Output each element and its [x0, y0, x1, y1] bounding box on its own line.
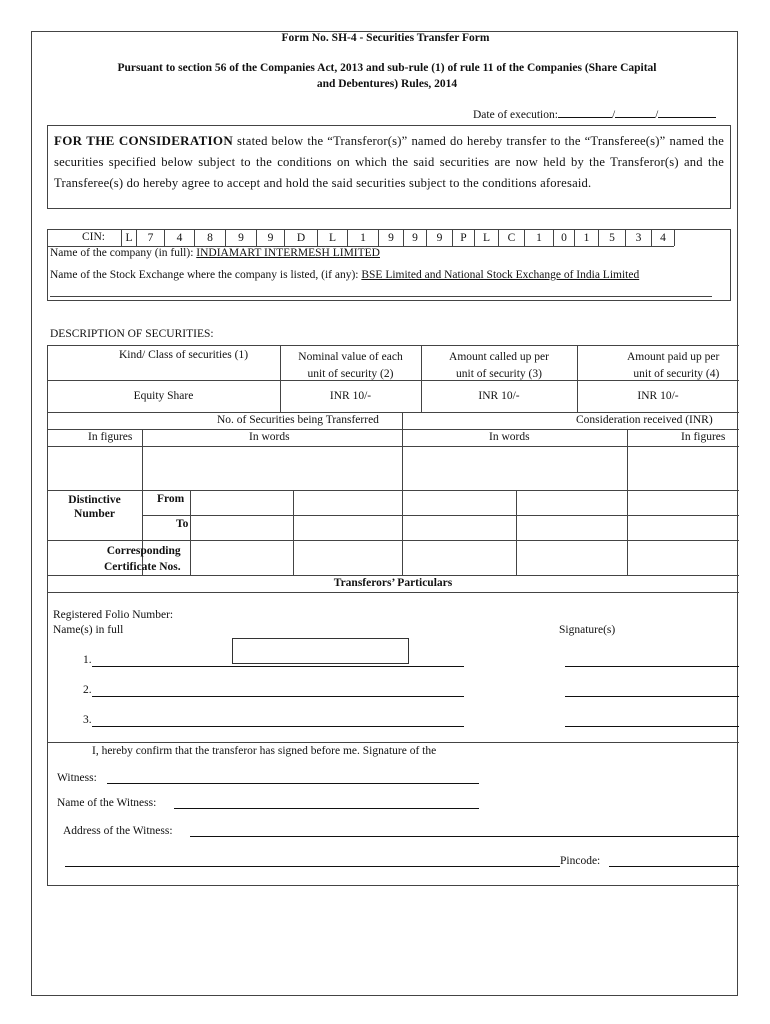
in-words-label-2: In words	[489, 431, 530, 443]
table-line	[47, 592, 739, 593]
cin-char-cell: 7	[136, 230, 164, 246]
cin-char-cell: 3	[625, 230, 651, 246]
date-year-field[interactable]	[658, 107, 716, 118]
cin-char-cell: C	[498, 230, 524, 246]
num-transferred-label: No. of Securities being Transferred	[217, 414, 379, 426]
consideration-received-label: Consideration received (INR)	[576, 414, 713, 426]
in-figures-label: In figures	[88, 431, 133, 443]
stock-exchange-value[interactable]: BSE Limited and National Stock Exchange of India Limited	[361, 269, 640, 281]
cin-char-cell: 5	[598, 230, 625, 246]
cin-label: CIN:	[82, 231, 105, 243]
cin-char-cell: 1	[524, 230, 553, 246]
certificate-nos-label: Certificate Nos.	[104, 561, 181, 573]
signatures-label: Signature(s)	[559, 624, 616, 636]
cin-char-cell: D	[284, 230, 317, 246]
kind-value: Equity Share	[133, 390, 194, 402]
table-line	[47, 885, 739, 886]
corresponding-certificate-label	[104, 543, 181, 575]
witness-name-label: Name of the Witness:	[57, 797, 157, 809]
distinctive-label: Distinctive	[68, 494, 121, 506]
table-line	[47, 412, 739, 413]
cin-char-cell: L	[121, 230, 136, 246]
table-line	[142, 515, 739, 516]
col-kind-header: Kind/ Class of securities (1)	[119, 349, 249, 361]
cin-char-cell: 9	[256, 230, 284, 246]
form-subtitle	[52, 60, 722, 92]
table-line	[47, 345, 739, 346]
nominal-value: INR 10/-	[329, 390, 372, 402]
cin-char-cell: 9	[426, 230, 452, 246]
folio-label: Registered Folio Number:	[53, 609, 174, 621]
date-of-execution	[473, 107, 716, 121]
col-called-l2: unit of security (3)	[456, 368, 542, 380]
consideration-words-input[interactable]	[403, 447, 626, 489]
cin-char-cell: L	[474, 230, 498, 246]
company-details-box	[47, 229, 731, 301]
cin-char-cell: 4	[164, 230, 194, 246]
called-value: INR 10/-	[478, 390, 520, 402]
date-slash-2: /	[655, 109, 659, 121]
form-page	[31, 31, 738, 996]
col-nominal-l2: unit of security (2)	[307, 368, 394, 380]
securities-figures-input[interactable]	[48, 447, 141, 489]
paid-value: INR 10/-	[637, 390, 679, 402]
table-line	[402, 540, 403, 575]
witness-confirm: I, hereby confirm that the transferor has signed before me. Signature of the	[92, 745, 437, 757]
company-name-value[interactable]: INDIAMART INTERMESH LIMITED	[196, 247, 380, 259]
cin-char-cell: 8	[194, 230, 225, 246]
transferor-1-num: 1.	[83, 654, 92, 666]
securities-heading: DESCRIPTION OF SECURITIES:	[50, 328, 214, 340]
cin-char-cell: 9	[403, 230, 426, 246]
col-paid-header	[627, 349, 719, 383]
cin-char-cell: 1	[347, 230, 378, 246]
corresponding-label: Corresponding	[106, 545, 181, 557]
consideration-text: stated below the “Transferor(s)” named do hereby transfer to the “Transferee(s)” named the securities specified below subject to the conditions on which the said securities are now held by the Transferor(s) and the Transferee(s) do hereby agree to accept and hold the said securities subject to the conditions aforesaid.	[54, 134, 724, 190]
table-line	[627, 490, 628, 575]
witness-signature-field[interactable]	[107, 783, 479, 784]
date-month-field[interactable]	[615, 107, 655, 118]
company-name-line	[50, 247, 380, 259]
date-day-field[interactable]	[558, 107, 612, 118]
table-line	[190, 490, 191, 575]
stock-exchange-line	[50, 269, 639, 281]
table-line	[47, 429, 739, 430]
cin-row	[48, 230, 674, 247]
from-label: From	[157, 493, 185, 505]
in-words-label: In words	[249, 431, 290, 443]
cin-char-cell: 9	[225, 230, 256, 246]
cin-char-cell: 9	[378, 230, 403, 246]
consideration-figures-input[interactable]	[628, 447, 738, 489]
witness-name-field[interactable]	[174, 808, 479, 809]
names-label: Name(s) in full	[53, 624, 124, 636]
witness-address-label: Address of the Witness:	[63, 825, 173, 837]
distinctive-number-label	[47, 493, 142, 521]
witness-label: Witness:	[57, 772, 97, 784]
transferor-2-name-field[interactable]	[92, 696, 464, 697]
table-line	[47, 742, 739, 743]
transferor-1-signature-field[interactable]	[565, 666, 739, 667]
transferor-3-num: 3.	[83, 714, 92, 726]
transferor-3-name-field[interactable]	[92, 726, 464, 727]
witness-address-field[interactable]	[190, 836, 739, 837]
table-line	[47, 345, 48, 885]
pincode-label: Pincode:	[560, 855, 601, 867]
form-title: Form No. SH-4 - Securities Transfer Form	[281, 32, 490, 44]
cin-end-border	[674, 230, 675, 246]
col-paid-l2: unit of security (4)	[633, 368, 720, 380]
stock-exchange-label: Name of the Stock Exchange where the company is listed, (if any):	[50, 269, 362, 281]
table-line	[293, 490, 294, 575]
cin-char-cell: L	[317, 230, 347, 246]
consideration-paragraph	[47, 125, 731, 209]
in-figures-label-2: In figures	[681, 431, 726, 443]
col-called-header	[421, 349, 577, 383]
table-line	[47, 540, 739, 541]
col-nominal-header	[280, 349, 421, 383]
securities-words-input[interactable]	[143, 447, 401, 489]
company-extra-line[interactable]	[50, 296, 712, 297]
col-paid-l1: Amount paid up per	[627, 351, 720, 363]
cin-char-cell: 1	[574, 230, 598, 246]
col-nominal-l1: Nominal value of each	[298, 351, 403, 363]
transferor-1-name-field[interactable]	[92, 666, 464, 667]
table-line	[47, 490, 739, 491]
consideration-lead: FOR THE CONSIDERATION	[54, 133, 234, 148]
transferor-3-signature-field[interactable]	[565, 726, 739, 727]
cin-char-cell: P	[452, 230, 474, 246]
pincode-field[interactable]	[609, 866, 739, 867]
subtitle-line-2: and Debentures) Rules, 2014	[316, 78, 458, 90]
transferor-2-signature-field[interactable]	[565, 696, 739, 697]
cin-char-cell: 0	[553, 230, 574, 246]
witness-address-line-2[interactable]	[65, 866, 560, 867]
subtitle-line-1: Pursuant to section 56 of the Companies Act, 2013 and sub-rule (1) of rule 11 of the Companies (Share Capital	[117, 62, 657, 74]
folio-number-input[interactable]	[232, 638, 409, 664]
transferors-heading: Transferors’ Particulars	[333, 577, 453, 589]
date-slash-1: /	[611, 109, 616, 121]
table-line	[516, 490, 517, 575]
date-label: Date of execution:	[473, 109, 558, 121]
col-called-l1: Amount called up per	[449, 351, 549, 363]
number-label: Number	[74, 508, 115, 520]
table-line	[47, 575, 739, 576]
cin-char-cell: 4	[651, 230, 674, 246]
transferor-2-num: 2.	[83, 684, 92, 696]
to-label: To	[176, 518, 189, 530]
company-name-label: Name of the company (in full):	[50, 247, 197, 259]
